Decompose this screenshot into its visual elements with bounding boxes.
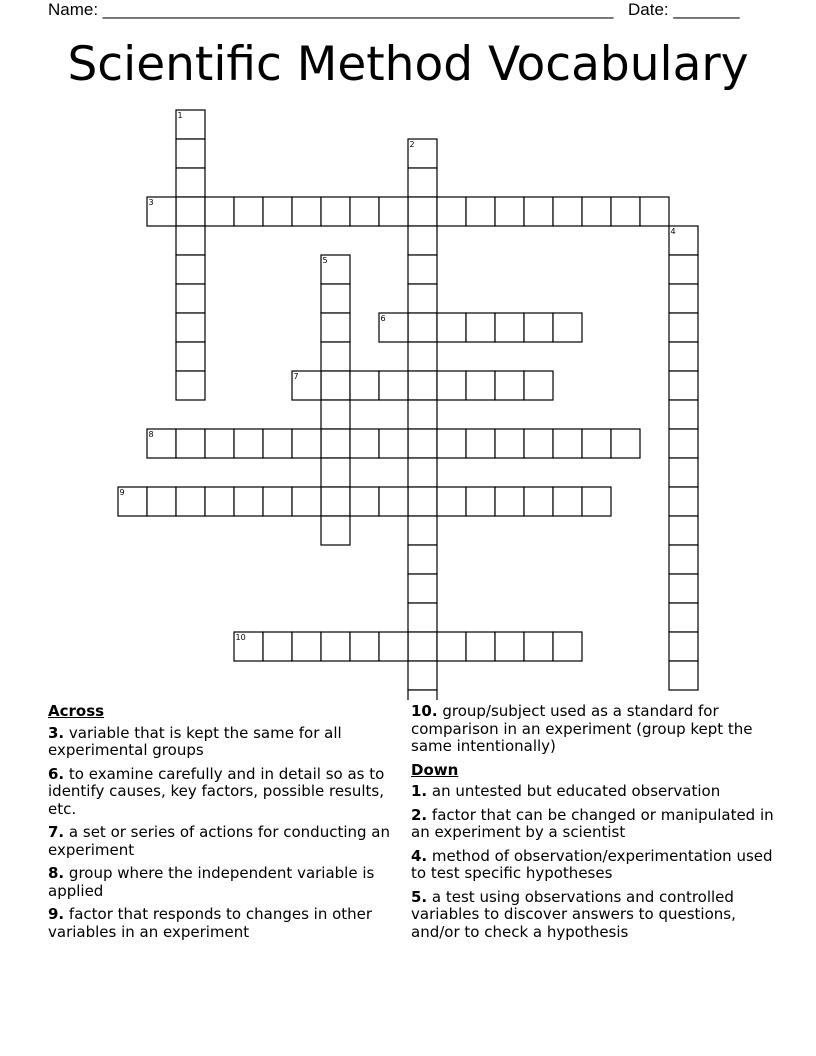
grid-cell[interactable]: [321, 632, 350, 661]
clue-number-label: 8: [148, 430, 154, 439]
grid-cell[interactable]: [408, 400, 437, 429]
grid-cell[interactable]: [408, 313, 437, 342]
clue-across-6: [48, 766, 398, 819]
grid-cell[interactable]: [147, 487, 176, 516]
grid-cell[interactable]: [321, 458, 350, 487]
clue-down-1: [411, 783, 781, 801]
grid-cell[interactable]: [292, 197, 321, 226]
clue-number: 3.: [48, 723, 65, 742]
grid-cell[interactable]: [321, 313, 350, 342]
grid-cell[interactable]: [553, 487, 582, 516]
grid-cell[interactable]: [524, 197, 553, 226]
grid-cell[interactable]: [466, 632, 495, 661]
grid-cell[interactable]: [466, 197, 495, 226]
grid-cell[interactable]: [408, 603, 437, 632]
grid-cell[interactable]: [495, 487, 524, 516]
grid-cell[interactable]: [524, 429, 553, 458]
grid-cell[interactable]: [176, 429, 205, 458]
clue-number-label: 4: [670, 227, 676, 236]
clue-across-8: [48, 865, 398, 900]
grid-cell[interactable]: [669, 371, 698, 400]
clue-number: 4.: [411, 846, 428, 865]
name-field[interactable]: Name: ______________________________________________________: [48, 0, 614, 19]
grid-cell[interactable]: [582, 197, 611, 226]
grid-cell[interactable]: [408, 226, 437, 255]
grid-cell[interactable]: [669, 632, 698, 661]
grid-cell[interactable]: [292, 632, 321, 661]
grid-cell[interactable]: [205, 429, 234, 458]
grid-cell[interactable]: [524, 632, 553, 661]
grid-cell[interactable]: [466, 429, 495, 458]
clue-text: to examine carefully and in detail so as to identify causes, key factors, possible results, etc.: [48, 764, 385, 818]
page-title: Scientific Method Vocabulary: [67, 37, 749, 92]
grid-cell[interactable]: [292, 487, 321, 516]
grid-cell[interactable]: [408, 487, 437, 516]
grid-cell[interactable]: [234, 197, 263, 226]
grid-cell[interactable]: [437, 371, 466, 400]
clue-text: an untested but educated observation: [431, 782, 721, 800]
grid-cell[interactable]: [379, 371, 408, 400]
grid-cell[interactable]: [408, 516, 437, 545]
grid-cell[interactable]: [205, 197, 234, 226]
grid-cell[interactable]: [176, 487, 205, 516]
grid-cell[interactable]: [408, 458, 437, 487]
grid-cell[interactable]: [669, 458, 698, 487]
grid-cell[interactable]: [466, 487, 495, 516]
clue-across-10: [411, 703, 781, 756]
grid-cell[interactable]: [437, 632, 466, 661]
grid-cell[interactable]: [466, 371, 495, 400]
grid-cell[interactable]: [263, 632, 292, 661]
grid-cell[interactable]: [495, 371, 524, 400]
grid-cell[interactable]: [350, 487, 379, 516]
grid-cell[interactable]: [437, 487, 466, 516]
grid-cell[interactable]: [321, 400, 350, 429]
grid-cell[interactable]: [466, 313, 495, 342]
clue-down-2: [411, 807, 781, 842]
clue-number: 2.: [411, 805, 428, 824]
grid-cell[interactable]: [321, 429, 350, 458]
grid-cell[interactable]: [611, 429, 640, 458]
grid-cell[interactable]: [176, 342, 205, 371]
grid-cell[interactable]: [176, 313, 205, 342]
clue-down-5: [411, 889, 781, 942]
grid-cell[interactable]: [292, 429, 321, 458]
clue-number-label: 7: [293, 372, 299, 381]
grid-cell[interactable]: [379, 197, 408, 226]
grid-cell[interactable]: [582, 487, 611, 516]
grid-cell[interactable]: [263, 197, 292, 226]
grid-cell[interactable]: [408, 690, 437, 700]
clue-text: a set or series of actions for conducting an experiment: [48, 823, 391, 859]
grid-cell[interactable]: [408, 284, 437, 313]
grid-cell[interactable]: [321, 342, 350, 371]
grid-cell[interactable]: [669, 313, 698, 342]
grid-cell[interactable]: [176, 197, 205, 226]
clue-number: 5.: [411, 887, 428, 906]
clue-number: 7.: [48, 823, 65, 841]
clue-number-label: 3: [148, 198, 154, 207]
across-clues: [48, 703, 398, 947]
clue-number: 8.: [48, 864, 65, 882]
clue-across-3: [48, 725, 398, 760]
grid-cell[interactable]: [495, 429, 524, 458]
grid-cell[interactable]: [350, 632, 379, 661]
clue-number: 1.: [411, 782, 428, 800]
grid-cell[interactable]: [408, 429, 437, 458]
grid-cell[interactable]: [379, 632, 408, 661]
grid-cell[interactable]: [379, 429, 408, 458]
grid-cell[interactable]: [408, 342, 437, 371]
grid-cell[interactable]: [321, 371, 350, 400]
grid-cell[interactable]: [669, 545, 698, 574]
grid-cell[interactable]: [321, 284, 350, 313]
clue-text: group/subject used as a standard for comparison in an experiment (group kept the same intentionally): [411, 702, 753, 755]
grid-cell[interactable]: [263, 487, 292, 516]
clue-text: factor that can be changed or manipulated in an experiment by a scientist: [411, 805, 774, 841]
grid-cell[interactable]: [669, 342, 698, 371]
grid-cell[interactable]: [408, 632, 437, 661]
grid-cell[interactable]: [234, 487, 263, 516]
across-heading: Across: [48, 702, 105, 720]
clue-across-7: [48, 824, 398, 859]
clue-text: method of observation/experimentation used to test specific hypotheses: [411, 846, 773, 882]
clue-number: 9.: [48, 905, 65, 923]
grid-cell[interactable]: [495, 632, 524, 661]
grid-cell[interactable]: [350, 371, 379, 400]
grid-cell[interactable]: [408, 545, 437, 574]
grid-cell[interactable]: [205, 487, 234, 516]
grid-cell[interactable]: [553, 313, 582, 342]
grid-cell[interactable]: [524, 313, 553, 342]
grid-cell[interactable]: [495, 197, 524, 226]
grid-cell[interactable]: [408, 255, 437, 284]
grid-cell[interactable]: [437, 429, 466, 458]
clue-number-label: 10: [235, 633, 246, 642]
grid-cell[interactable]: [350, 429, 379, 458]
grid-cell[interactable]: [408, 661, 437, 690]
grid-cell[interactable]: [176, 226, 205, 255]
clue-number-label: 5: [322, 256, 328, 265]
grid-cell[interactable]: [640, 197, 669, 226]
down-clues: [411, 703, 781, 947]
grid-cell[interactable]: [669, 284, 698, 313]
grid-cell[interactable]: [437, 313, 466, 342]
grid-cell[interactable]: [176, 284, 205, 313]
grid-cell[interactable]: [669, 255, 698, 284]
grid-cell[interactable]: [408, 371, 437, 400]
clue-number-label: 6: [380, 314, 386, 323]
grid-cell[interactable]: [669, 429, 698, 458]
clue-across-9: [48, 906, 398, 941]
grid-cell[interactable]: [553, 429, 582, 458]
grid-cell[interactable]: [669, 516, 698, 545]
grid-cell[interactable]: [669, 603, 698, 632]
grid-cell[interactable]: [350, 197, 379, 226]
clue-number: 6.: [48, 764, 65, 783]
clue-number-label: 9: [119, 488, 125, 497]
grid-cell[interactable]: [321, 197, 350, 226]
grid-cell[interactable]: [263, 429, 292, 458]
grid-cell[interactable]: [669, 574, 698, 603]
grid-cell[interactable]: [611, 197, 640, 226]
clue-number-label: 2: [409, 140, 415, 149]
grid-cell[interactable]: [669, 487, 698, 516]
grid-cell[interactable]: [524, 371, 553, 400]
grid-cell[interactable]: [408, 574, 437, 603]
grid-cell[interactable]: [176, 168, 205, 197]
clue-down-4: [411, 848, 781, 883]
grid-cell[interactable]: [176, 371, 205, 400]
grid-cell[interactable]: [437, 197, 466, 226]
clue-text: variable that is kept the same for all experimental groups: [48, 723, 342, 759]
grid-cell[interactable]: [408, 197, 437, 226]
clue-number-label: 1: [177, 111, 183, 120]
grid-cell[interactable]: [176, 255, 205, 284]
grid-cell[interactable]: [321, 487, 350, 516]
clue-text: factor that responds to changes in other variables in an experiment: [48, 905, 373, 941]
grid-cell[interactable]: [524, 487, 553, 516]
grid-cell[interactable]: [669, 400, 698, 429]
grid-cell[interactable]: [669, 661, 698, 690]
grid-cell[interactable]: [408, 168, 437, 197]
grid-cell[interactable]: [234, 429, 263, 458]
grid-cell[interactable]: [495, 313, 524, 342]
grid-cell[interactable]: [582, 429, 611, 458]
grid-cell[interactable]: [321, 516, 350, 545]
grid-cell[interactable]: [379, 487, 408, 516]
date-field[interactable]: Date: _______: [628, 0, 740, 19]
down-heading: Down: [411, 760, 459, 779]
clue-text: group where the independent variable is applied: [48, 864, 375, 900]
grid-cell[interactable]: [176, 139, 205, 168]
grid-cell[interactable]: [553, 197, 582, 226]
clue-number: 10.: [411, 702, 438, 720]
clue-text: a test using observations and controlled variables to discover answers to questions, and/or to check a hypothesis: [411, 887, 736, 941]
grid-cell[interactable]: [553, 632, 582, 661]
